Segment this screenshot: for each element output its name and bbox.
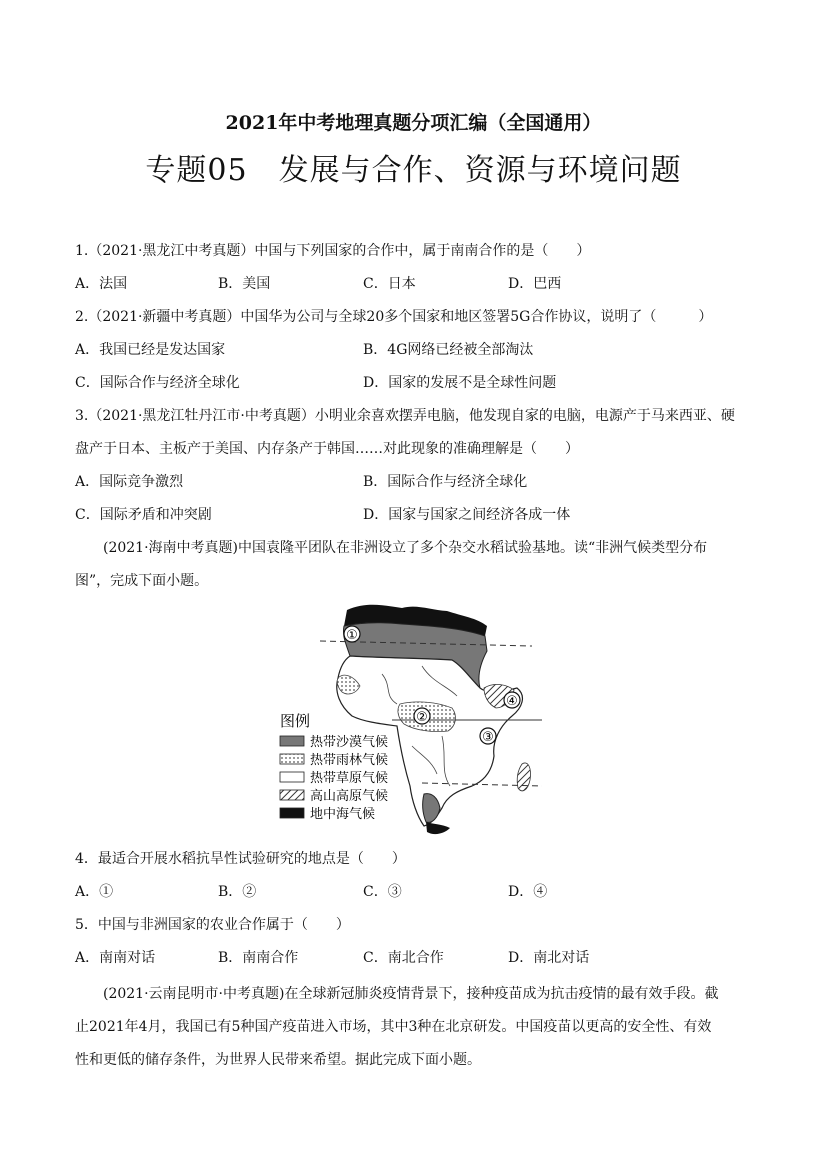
legend-label-rainforest: 热带雨林气候	[310, 753, 389, 768]
q4-option-d[interactable]: D．④	[508, 884, 548, 900]
q3-option-a[interactable]: A．国际竞争激烈	[75, 474, 184, 490]
legend-swatch-desert	[280, 736, 304, 746]
passage-2-line2: 止2021年4月，我国已有5种国产疫苗进入市场，其中3种在北京研发。中国疫苗以更高的安全性、有效	[75, 1019, 712, 1035]
map-legend	[280, 712, 388, 822]
q1-option-a[interactable]: A．法国	[75, 276, 128, 292]
q5-option-a[interactable]: A．南南对话	[75, 950, 156, 966]
doc-title: 2021年中考地理真题分项汇编（全国通用）	[225, 112, 602, 134]
legend-swatch-savanna	[280, 772, 304, 782]
legend-label-highland: 高山高原气候	[310, 789, 389, 804]
q5-option-b[interactable]: B．南南合作	[218, 950, 299, 966]
question-2-stem: 2.（2021·新疆中考真题）中国华为公司与全球20多个国家和地区签署5G合作协议，说明了（ ）	[75, 309, 713, 325]
q1-option-c[interactable]: C．日本	[363, 276, 416, 292]
q3-option-b[interactable]: B．国际合作与经济全球化	[363, 474, 528, 490]
legend-title: 图例	[280, 712, 311, 730]
svg-text:②: ②	[416, 710, 428, 725]
question-5-stem: 5．中国与非洲国家的农业合作属于（ ）	[75, 917, 350, 933]
svg-text:④: ④	[506, 694, 518, 709]
question-1-stem: 1.（2021·黑龙江中考真题）中国与下列国家的合作中，属于南南合作的是（ ）	[75, 243, 591, 259]
marker-2	[414, 708, 430, 725]
africa-climate-map	[272, 596, 562, 841]
doc-subtitle: 专题05 发展与合作、资源与环境问题	[145, 153, 682, 188]
passage-2-line3: 性和更低的储存条件，为世界人民带来希望。据此完成下面小题。	[75, 1052, 481, 1068]
question-3-stem-line1: 3.（2021·黑龙江牡丹江市·中考真题）小明业余喜欢摆弄电脑，他发现自家的电脑，电源产于马来西亚、硬	[75, 408, 735, 424]
q3-option-c[interactable]: C．国际矛盾和冲突剧	[75, 507, 212, 523]
q5-option-c[interactable]: C．南北合作	[363, 950, 444, 966]
legend-label-savanna: 热带草原气候	[310, 771, 389, 786]
legend-label-mediterranean: 地中海气候	[310, 807, 376, 822]
q1-option-d[interactable]: D．巴西	[508, 276, 562, 292]
q2-option-a[interactable]: A．我国已经是发达国家	[75, 342, 226, 358]
q1-option-b[interactable]: B．美国	[218, 276, 271, 292]
passage-2-line1: (2021·云南昆明市·中考真题)在全球新冠肺炎疫情背景下，接种疫苗成为抗击疫情的最有效手段。截	[103, 986, 719, 1002]
legend-swatch-rainforest	[280, 754, 304, 764]
legend-swatch-mediterranean	[280, 808, 304, 818]
marker-4	[504, 692, 520, 709]
q2-option-d[interactable]: D．国家的发展不是全球性问题	[363, 375, 557, 391]
mediterranean-south-region	[426, 822, 450, 834]
svg-text:③: ③	[482, 730, 494, 745]
q2-option-b[interactable]: B．4G网络已经被全部淘汰	[363, 342, 534, 358]
q4-option-c[interactable]: C．③	[363, 884, 402, 900]
question-3-stem-line2: 盘产于日本、主板产于美国、内存条产于韩国……对此现象的准确理解是（ ）	[75, 441, 579, 457]
q4-option-b[interactable]: B．②	[218, 884, 257, 900]
q2-option-c[interactable]: C．国际合作与经济全球化	[75, 375, 240, 391]
legend-label-desert: 热带沙漠气候	[310, 735, 389, 750]
q4-option-a[interactable]: A．①	[75, 884, 114, 900]
marker-3	[480, 728, 496, 745]
q5-option-d[interactable]: D．南北对话	[508, 950, 590, 966]
svg-text:①: ①	[346, 628, 358, 643]
question-4-stem: 4．最适合开展水稻抗旱性试验研究的地点是（ ）	[75, 851, 406, 867]
marker-1	[344, 626, 360, 643]
madagascar-island	[517, 763, 530, 791]
q3-option-d[interactable]: D．国家与国家之间经济各成一体	[363, 507, 571, 523]
passage-1-line2: 图”，完成下面小题。	[75, 573, 209, 589]
passage-1-line1: (2021·海南中考真题)中国袁隆平团队在非洲设立了多个杂交水稻试验基地。读“非洲气候类型分布	[103, 540, 708, 556]
legend-swatch-highland	[280, 790, 304, 800]
